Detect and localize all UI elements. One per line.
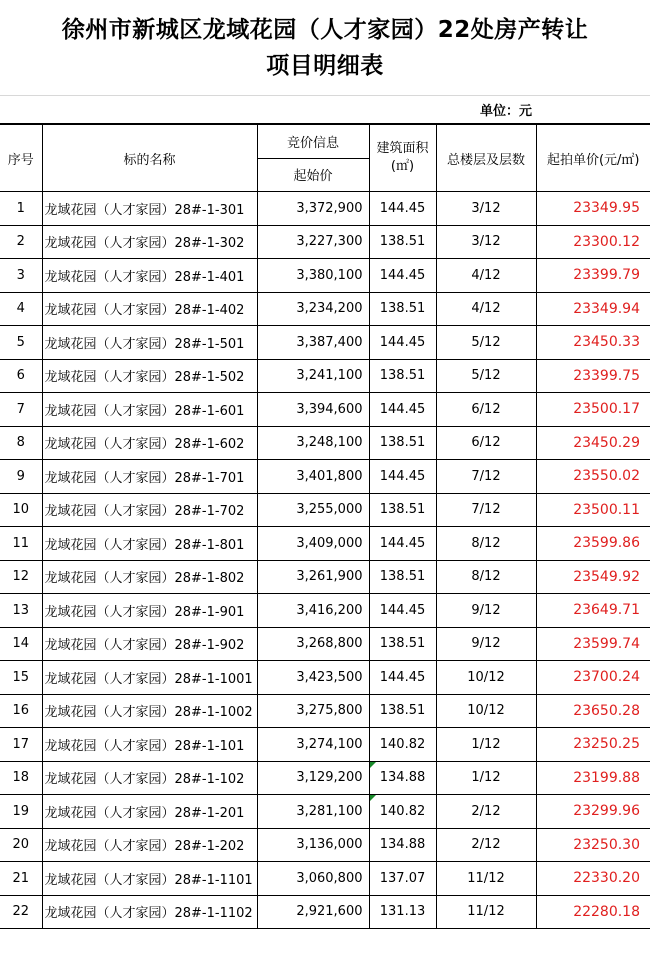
cell-seq: 21 <box>0 862 42 896</box>
cell-seq: 17 <box>0 728 42 762</box>
cell-unit-price: 23250.30 <box>536 828 650 862</box>
cell-unit-price: 23550.02 <box>536 460 650 494</box>
cell-start-price: 3,274,100 <box>257 728 369 762</box>
cell-area: 134.88 <box>369 761 436 795</box>
cell-floors: 10/12 <box>436 694 536 728</box>
cell-seq: 13 <box>0 594 42 628</box>
cell-name: 龙域花园（人才家园）28#-1-1001 <box>42 661 257 695</box>
cell-start-price: 3,261,900 <box>257 560 369 594</box>
cell-start-price: 3,241,100 <box>257 359 369 393</box>
cell-area: 144.45 <box>369 661 436 695</box>
cell-floors: 6/12 <box>436 393 536 427</box>
cell-seq: 2 <box>0 225 42 259</box>
cell-unit-price: 23450.29 <box>536 426 650 460</box>
table-row <box>0 795 650 829</box>
table-row <box>0 326 650 360</box>
cell-floors: 3/12 <box>436 225 536 259</box>
cell-floors: 4/12 <box>436 292 536 326</box>
cell-name: 龙域花园（人才家园）28#-1-802 <box>42 560 257 594</box>
cell-area: 138.51 <box>369 225 436 259</box>
unit-row <box>0 96 650 124</box>
cell-unit-price: 23349.95 <box>536 192 650 226</box>
cell-unit-price: 23650.28 <box>536 694 650 728</box>
cell-name: 龙域花园（人才家园）28#-1-901 <box>42 594 257 628</box>
cell-name: 龙域花园（人才家园）28#-1-1101 <box>42 862 257 896</box>
cell-start-price: 3,387,400 <box>257 326 369 360</box>
cell-area: 134.88 <box>369 828 436 862</box>
header-floors: 总楼层及层数 <box>436 125 536 192</box>
header-bid-info: 竞价信息 <box>257 125 369 159</box>
table-row <box>0 527 650 561</box>
cell-name: 龙域花园（人才家园）28#-1-701 <box>42 460 257 494</box>
cell-area: 144.45 <box>369 393 436 427</box>
cell-start-price: 3,380,100 <box>257 259 369 293</box>
cell-floors: 7/12 <box>436 460 536 494</box>
table-row <box>0 895 650 929</box>
cell-seq: 12 <box>0 560 42 594</box>
cell-seq: 20 <box>0 828 42 862</box>
cell-floors: 1/12 <box>436 761 536 795</box>
table-row <box>0 493 650 527</box>
cell-start-price: 3,248,100 <box>257 426 369 460</box>
cell-name: 龙域花园（人才家园）28#-1-301 <box>42 192 257 226</box>
cell-seq: 18 <box>0 761 42 795</box>
cell-seq: 1 <box>0 192 42 226</box>
cell-area: 140.82 <box>369 795 436 829</box>
header-name: 标的名称 <box>42 125 257 192</box>
cell-name: 龙域花园（人才家园）28#-1-1002 <box>42 694 257 728</box>
cell-area: 144.45 <box>369 192 436 226</box>
table-row <box>0 661 650 695</box>
cell-floors: 8/12 <box>436 560 536 594</box>
cell-area: 138.51 <box>369 359 436 393</box>
cell-start-price: 3,275,800 <box>257 694 369 728</box>
cell-name: 龙域花园（人才家园）28#-1-602 <box>42 426 257 460</box>
cell-name: 龙域花园（人才家园）28#-1-1102 <box>42 895 257 929</box>
cell-name: 龙域花园（人才家园）28#-1-102 <box>42 761 257 795</box>
table-row <box>0 259 650 293</box>
cell-seq: 8 <box>0 426 42 460</box>
cell-seq: 5 <box>0 326 42 360</box>
cell-name: 龙域花园（人才家园）28#-1-402 <box>42 292 257 326</box>
cell-unit-price: 23500.11 <box>536 493 650 527</box>
cell-unit-price: 23300.12 <box>536 225 650 259</box>
cell-start-price: 3,409,000 <box>257 527 369 561</box>
cell-area: 138.51 <box>369 627 436 661</box>
title-line-2: 项目明细表 <box>266 52 384 79</box>
title-line-1: 徐州市新城区龙域花园（人才家园）22处房产转让 <box>61 16 589 43</box>
cell-seq: 9 <box>0 460 42 494</box>
cell-floors: 2/12 <box>436 828 536 862</box>
cell-start-price: 3,234,200 <box>257 292 369 326</box>
cell-area: 144.45 <box>369 460 436 494</box>
cell-floors: 9/12 <box>436 594 536 628</box>
header-start-price: 起始价 <box>257 158 369 192</box>
cell-unit-price: 23549.92 <box>536 560 650 594</box>
cell-name: 龙域花园（人才家园）28#-1-401 <box>42 259 257 293</box>
table-row <box>0 761 650 795</box>
cell-area: 140.82 <box>369 728 436 762</box>
cell-area: 137.07 <box>369 862 436 896</box>
header-area-line1: 建筑面积 <box>376 141 429 156</box>
cell-name: 龙域花园（人才家园）28#-1-101 <box>42 728 257 762</box>
cell-unit-price: 23399.79 <box>536 259 650 293</box>
cell-name: 龙域花园（人才家园）28#-1-801 <box>42 527 257 561</box>
cell-start-price: 3,268,800 <box>257 627 369 661</box>
header-seq: 序号 <box>0 125 42 192</box>
cell-area: 138.51 <box>369 493 436 527</box>
header-row-1 <box>0 125 650 159</box>
table-row <box>0 192 650 226</box>
cell-start-price: 3,423,500 <box>257 661 369 695</box>
cell-unit-price: 23599.86 <box>536 527 650 561</box>
cell-start-price: 3,255,000 <box>257 493 369 527</box>
cell-seq: 4 <box>0 292 42 326</box>
cell-unit-price: 23599.74 <box>536 627 650 661</box>
cell-name: 龙域花园（人才家园）28#-1-702 <box>42 493 257 527</box>
cell-area: 144.45 <box>369 259 436 293</box>
table-row <box>0 460 650 494</box>
cell-unit-price: 22280.18 <box>536 895 650 929</box>
table-row <box>0 627 650 661</box>
cell-name: 龙域花园（人才家园）28#-1-601 <box>42 393 257 427</box>
cell-floors: 8/12 <box>436 527 536 561</box>
cell-seq: 7 <box>0 393 42 427</box>
table-row <box>0 594 650 628</box>
cell-floors: 7/12 <box>436 493 536 527</box>
cell-name: 龙域花园（人才家园）28#-1-902 <box>42 627 257 661</box>
cell-floors: 2/12 <box>436 795 536 829</box>
cell-seq: 16 <box>0 694 42 728</box>
cell-floors: 3/12 <box>436 192 536 226</box>
cell-seq: 15 <box>0 661 42 695</box>
unit-label: 单位：元 <box>479 104 532 119</box>
cell-area: 138.51 <box>369 694 436 728</box>
table-row <box>0 862 650 896</box>
cell-start-price: 3,416,200 <box>257 594 369 628</box>
table-row <box>0 225 650 259</box>
table-row <box>0 393 650 427</box>
cell-floors: 5/12 <box>436 326 536 360</box>
cell-area: 138.51 <box>369 560 436 594</box>
cell-unit-price: 22330.20 <box>536 862 650 896</box>
cell-name: 龙域花园（人才家园）28#-1-202 <box>42 828 257 862</box>
cell-area: 144.45 <box>369 527 436 561</box>
cell-name: 龙域花园（人才家园）28#-1-201 <box>42 795 257 829</box>
table-row <box>0 728 650 762</box>
cell-start-price: 3,372,900 <box>257 192 369 226</box>
cell-floors: 1/12 <box>436 728 536 762</box>
cell-unit-price: 23399.75 <box>536 359 650 393</box>
cell-floors: 4/12 <box>436 259 536 293</box>
cell-seq: 14 <box>0 627 42 661</box>
cell-floors: 11/12 <box>436 895 536 929</box>
cell-unit-price: 23299.96 <box>536 795 650 829</box>
cell-unit-price: 23700.24 <box>536 661 650 695</box>
cell-name: 龙域花园（人才家园）28#-1-502 <box>42 359 257 393</box>
cell-area: 144.45 <box>369 326 436 360</box>
header-area <box>369 125 436 192</box>
cell-area: 144.45 <box>369 594 436 628</box>
cell-start-price: 3,136,000 <box>257 828 369 862</box>
cell-seq: 19 <box>0 795 42 829</box>
cell-area: 138.51 <box>369 426 436 460</box>
table-row <box>0 828 650 862</box>
cell-start-price: 3,281,100 <box>257 795 369 829</box>
cell-start-price: 3,394,600 <box>257 393 369 427</box>
property-table <box>0 124 650 929</box>
cell-unit-price: 23199.88 <box>536 761 650 795</box>
cell-seq: 10 <box>0 493 42 527</box>
cell-seq: 3 <box>0 259 42 293</box>
cell-floors: 6/12 <box>436 426 536 460</box>
cell-start-price: 2,921,600 <box>257 895 369 929</box>
table-row <box>0 359 650 393</box>
cell-start-price: 3,060,800 <box>257 862 369 896</box>
cell-floors: 10/12 <box>436 661 536 695</box>
cell-name: 龙域花园（人才家园）28#-1-501 <box>42 326 257 360</box>
cell-floors: 5/12 <box>436 359 536 393</box>
cell-start-price: 3,129,200 <box>257 761 369 795</box>
cell-area: 131.13 <box>369 895 436 929</box>
cell-floors: 9/12 <box>436 627 536 661</box>
cell-unit-price: 23649.71 <box>536 594 650 628</box>
cell-unit-price: 23450.33 <box>536 326 650 360</box>
cell-area: 138.51 <box>369 292 436 326</box>
cell-floors: 11/12 <box>436 862 536 896</box>
cell-seq: 22 <box>0 895 42 929</box>
header-area-line2: (㎡) <box>390 159 415 174</box>
table-title <box>0 0 650 96</box>
table-row <box>0 292 650 326</box>
cell-name: 龙域花园（人才家园）28#-1-302 <box>42 225 257 259</box>
cell-seq: 6 <box>0 359 42 393</box>
cell-start-price: 3,227,300 <box>257 225 369 259</box>
table-row <box>0 694 650 728</box>
table-row <box>0 560 650 594</box>
cell-unit-price: 23250.25 <box>536 728 650 762</box>
header-unit-price: 起拍单价(元/㎡) <box>536 125 650 192</box>
table-row <box>0 426 650 460</box>
cell-start-price: 3,401,800 <box>257 460 369 494</box>
cell-seq: 11 <box>0 527 42 561</box>
cell-unit-price: 23349.94 <box>536 292 650 326</box>
cell-unit-price: 23500.17 <box>536 393 650 427</box>
